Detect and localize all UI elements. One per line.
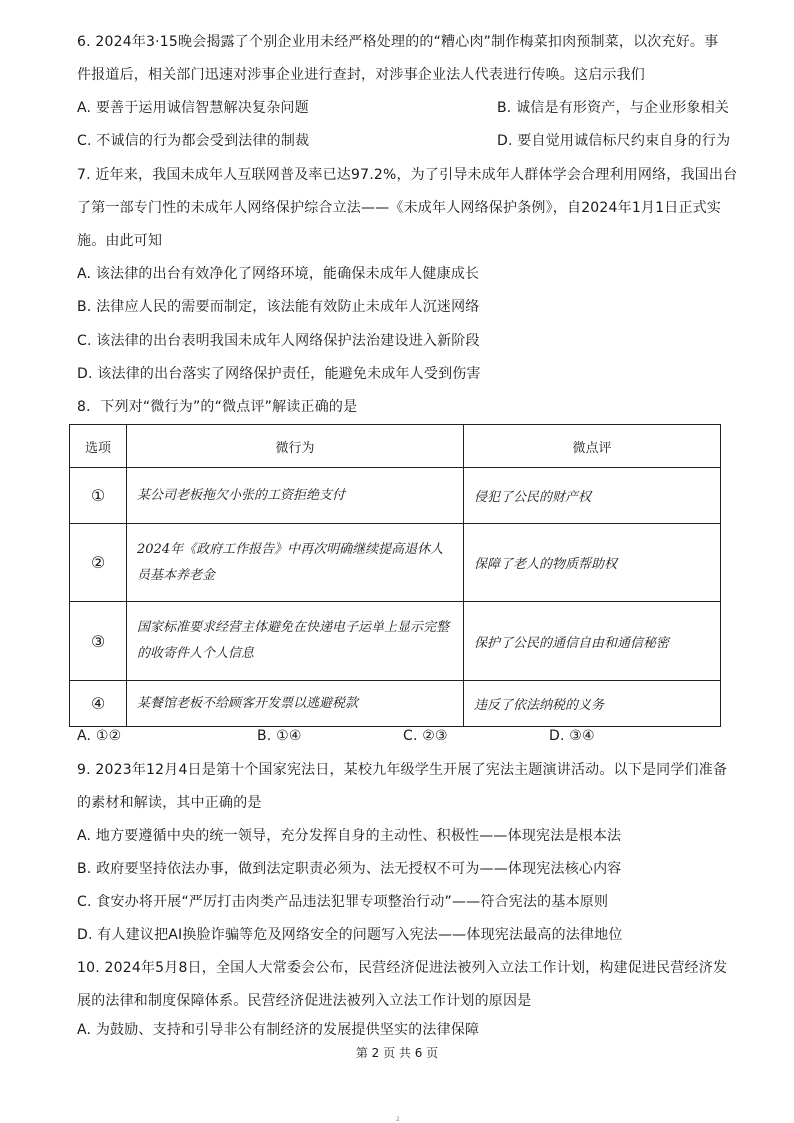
q6-stem-line2: 件报道后，相关部门迅速对涉事企业进行查封，对涉事企业法人代表进行传唤。这启示我们 <box>77 67 645 83</box>
q8-row-option: ① <box>70 468 127 524</box>
q7-stem-line1: 7. 近年来，我国未成年人互联网普及率已达97.2%，为了引导未成年人群体学会合理利用网络，我国出台 <box>77 167 738 183</box>
q8-row-option: ③ <box>70 602 127 681</box>
q8-option-d: D. ③④ <box>549 728 595 744</box>
q8-header-comment: 微点评 <box>464 425 721 468</box>
q8-row-action: 国家标准要求经营主体避免在快递电子运单上显示完整的收寄件人个人信息 <box>127 602 464 681</box>
table-row <box>70 468 721 524</box>
q8-table-header <box>70 425 721 468</box>
q9-option-b: B. 政府要坚持依法办事，做到法定职责必须为、法无授权不可为——体现宪法核心内容 <box>77 861 622 877</box>
table-row <box>70 681 721 727</box>
q7-option-d: D. 该法律的出台落实了网络保护责任，能避免未成年人受到伤害 <box>77 366 481 382</box>
q9-option-a: A. 地方要遵循中央的统一领导，充分发挥自身的主动性、积极性——体现宪法是根本法 <box>77 828 622 844</box>
q8-row-comment: 违反了依法纳税的义务 <box>464 681 721 727</box>
q6-options-row1 <box>77 99 782 117</box>
q8-row-action: 某餐馆老板不给顾客开发票以逃避税款 <box>127 681 464 727</box>
q8-row-option: ④ <box>70 681 127 727</box>
q8-option-b: B. ①④ <box>257 728 302 744</box>
q6-stem-line1: 6. 2024年3·15晚会揭露了个别企业用未经严格处理的的“糟心肉”制作梅菜扣肉预制菜，以次充好。事 <box>77 34 719 50</box>
q10-option-a: A. 为鼓励、支持和引导非公有制经济的发展提供坚实的法律保障 <box>77 1022 480 1038</box>
q7-stem-line2: 了第一部专门性的未成年人网络保护综合立法——《未成年人网络保护条例》，自2024年1月1日正式实 <box>77 200 722 216</box>
q10-stem-line1: 10. 2024年5月8日，全国人大常委会公布，民营经济促进法被列入立法工作计划，构建促进民营经济发 <box>77 960 728 976</box>
q8-stem: 8．下列对“微行为”的“微点评”解读正确的是 <box>77 399 358 415</box>
q6-option-a: A. 要善于运用诚信智慧解决复杂问题 <box>77 100 309 116</box>
corner-mark: 2 <box>396 1116 400 1123</box>
table-row <box>70 524 721 602</box>
q6-option-d: D. 要自觉用诚信标尺约束自身的行为 <box>497 133 731 149</box>
q8-row-comment: 保护了公民的通信自由和通信秘密 <box>464 602 721 681</box>
q7-option-a: A. 该法律的出台有效净化了网络环境，能确保未成年人健康成长 <box>77 266 480 282</box>
q6-options-row2 <box>77 132 782 150</box>
q8-header-option: 选项 <box>70 425 127 468</box>
q7-option-c: C. 该法律的出台表明我国未成年人网络保护法治建设进入新阶段 <box>77 333 480 349</box>
q8-table <box>69 424 721 727</box>
q8-option-c: C. ②③ <box>403 728 448 744</box>
page-number-footer: 第 2 页 共 6 页 <box>355 1046 439 1060</box>
q10-stem-line2: 展的法律和制度保障体系。民营经济促进法被列入立法工作计划的原因是 <box>77 993 532 1009</box>
q9-option-d: D. 有人建议把AI换脸诈骗等危及网络安全的问题写入宪法——体现宪法最高的法律地位 <box>77 927 623 943</box>
q9-option-c: C. 食安办将开展“严厉打击肉类产品违法犯罪专项整治行动”——符合宪法的基本原则 <box>77 894 609 910</box>
q8-row-option: ② <box>70 524 127 602</box>
q8-option-a: A. ①② <box>77 728 122 744</box>
q8-row-action: 2024年《政府工作报告》中再次明确继续提高退休人员基本养老金 <box>127 524 464 602</box>
q8-header-action: 微行为 <box>127 425 464 468</box>
q9-stem-line2: 的素材和解读，其中正确的是 <box>77 795 262 811</box>
q7-option-b: B. 法律应人民的需要而制定，该法能有效防止未成年人沉迷网络 <box>77 299 480 315</box>
q9-stem-line1: 9. 2023年12月4日是第十个国家宪法日，某校九年级学生开展了宪法主题演讲活动。以下是同学们准备 <box>77 762 728 778</box>
q7-stem-line3: 施。由此可知 <box>77 233 163 249</box>
table-row <box>70 602 721 681</box>
q8-row-action: 某公司老板拖欠小张的工资拒绝支付 <box>127 468 464 524</box>
q8-row-comment: 保障了老人的物质帮助权 <box>464 524 721 602</box>
q6-option-c: C. 不诚信的行为都会受到法律的制裁 <box>77 133 310 149</box>
q6-option-b: B. 诚信是有形资产，与企业形象相关 <box>497 100 730 116</box>
q8-row-comment: 侵犯了公民的财产权 <box>464 468 721 524</box>
